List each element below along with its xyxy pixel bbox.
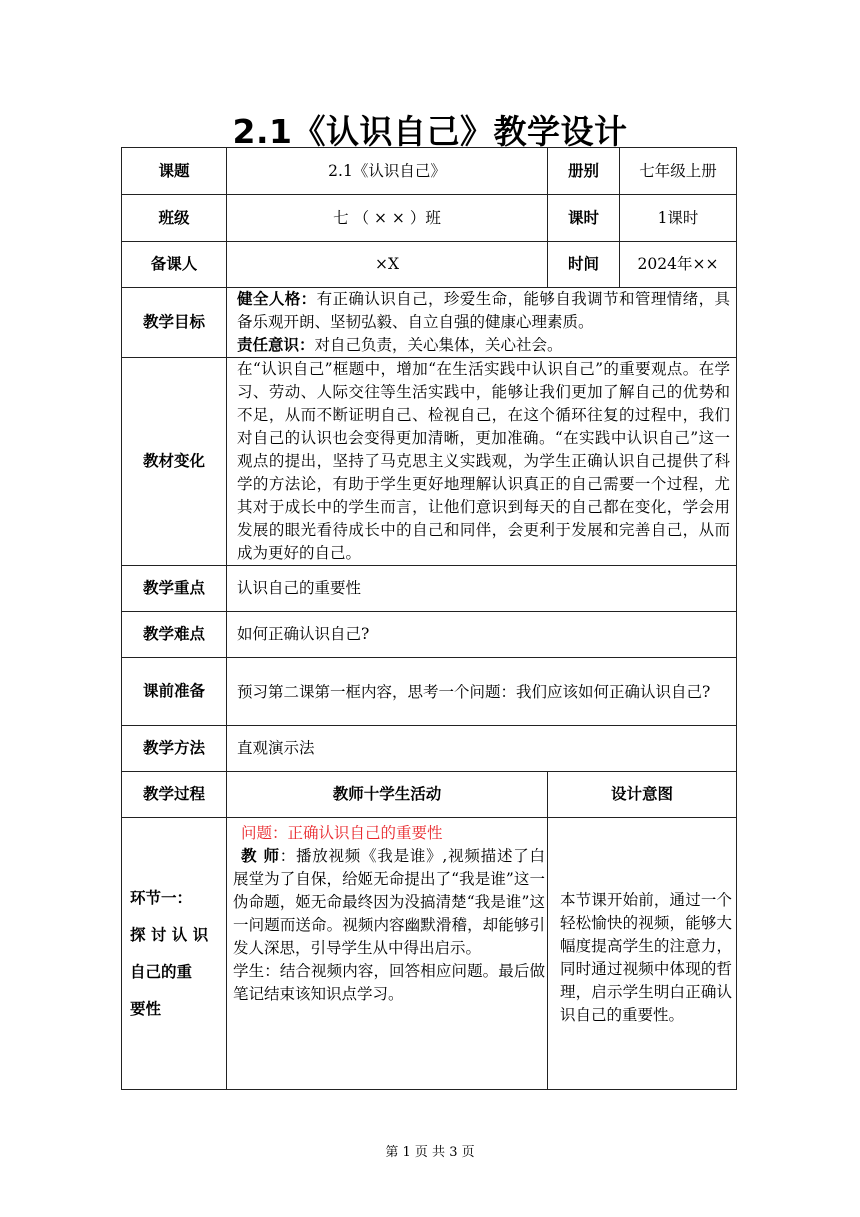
goals-content [227,288,737,358]
label-key-points: 教学重点 [122,566,227,612]
goals-text-2: 对自己负责，关心集体，关心社会。 [314,336,563,354]
teacher-label: 教 师 [241,847,280,865]
row-preparation [122,658,737,726]
method-content: 直观演示法 [227,726,737,772]
label-preparation: 课前准备 [122,658,227,726]
teacher-text: ：播放视频《我是谁》,视频描述了白展堂为了自保，给姬无命提出了“我是谁”这一伪命题，姬无命最终因为没搞清楚“我是谁”这一问题而送命。视频内容幽默滑稽，却能够引发人深思，引导学生从中得出启示。 [233,847,545,957]
page-footer: 第 1 页 共 3 页 [385,1145,475,1160]
section-1-label-line1: 环节一： [130,888,193,907]
section-1-label-line2: 探 讨 认 识 [130,925,209,944]
label-periods: 课时 [548,195,620,242]
label-topic: 课题 [122,148,227,195]
section-1-student: 学生：结合视频内容，回答相应问题。最后做笔记结束该知识点学习。 [233,962,545,1003]
label-class: 班级 [122,195,227,242]
row-class [122,195,737,242]
label-method: 教学方法 [122,726,227,772]
row-section-1 [122,818,737,1090]
value-class: 七 （ × × ）班 [227,195,548,242]
row-preparer [122,242,737,288]
value-volume: 七年级上册 [620,148,737,195]
row-process-header [122,772,737,818]
changes-content: 在“认识自己”框题中，增加“在生活实践中认识自己”的重要观点。在学习、劳动、人际交往等生活实践中，能够让我们更加了解自己的优势和不足，从而不断证明自己、检视自己，在这个循环往复的过程中，我们对自己的认识也会变得更加清晰，更加准确。“在实践中认识自己”这一观点的提出，坚持了马克思主义实践观，为学生正确认识自己提供了科学的方法论，有助于学生更好地理解认识真正的自己需要一个过程，尤其对于成长中的学生而言，让他们意识到每天的自己都在变化，学会用发展的眼光看待成长中的自己和同伴，会更利于发展和完善自己，从而成为更好的自己。 [227,358,737,566]
label-time: 时间 [548,242,620,288]
label-goals: 教学目标 [122,288,227,358]
row-changes [122,358,737,566]
label-difficulties: 教学难点 [122,612,227,658]
document-title: 2.1《认识自己》教学设计 [232,112,628,151]
goals-bold-1: 健全人格： [237,290,317,308]
value-topic: 2.1《认识自己》 [227,148,548,195]
row-difficulties [122,612,737,658]
row-method [122,726,737,772]
goals-text-1: 有正确认识自己，珍爱生命，能够自我调节和管理情绪，具备乐观开朗、坚韧弘毅、自立自强的健康心理素质。 [237,290,730,331]
section-1-label [122,818,227,1090]
section-1-activity [227,818,548,1090]
value-time: 2024年×× [620,242,737,288]
header-activity: 教师十学生活动 [227,772,548,818]
row-key-points [122,566,737,612]
label-preparer: 备课人 [122,242,227,288]
value-preparer: ×X [227,242,548,288]
label-changes: 教材变化 [122,358,227,566]
key-points-content: 认识自己的重要性 [227,566,737,612]
section-1-label-line4: 要性 [130,999,162,1018]
label-process: 教学过程 [122,772,227,818]
difficulties-content: 如何正确认识自己? [227,612,737,658]
value-periods: 1课时 [620,195,737,242]
goals-bold-2: 责任意识： [237,336,315,354]
preparation-content: 预习第二课第一框内容，思考一个问题：我们应该如何正确认识自己? [227,658,737,726]
section-1-teacher [233,845,545,960]
row-topic [122,148,737,195]
row-goals [122,288,737,358]
label-volume: 册别 [548,148,620,195]
section-1-intent: 本节课开始前，通过一个轻松愉快的视频，能够大幅度提高学生的注意力，同时通过视频中体现的哲理，启示学生明白正确认识自己的重要性。 [548,818,737,1090]
section-1-label-line3: 自己的重 [130,962,193,981]
lesson-plan-table [121,147,737,1090]
header-intent: 设计意图 [548,772,737,818]
section-1-question: 问题：正确认识自己的重要性 [241,824,443,842]
